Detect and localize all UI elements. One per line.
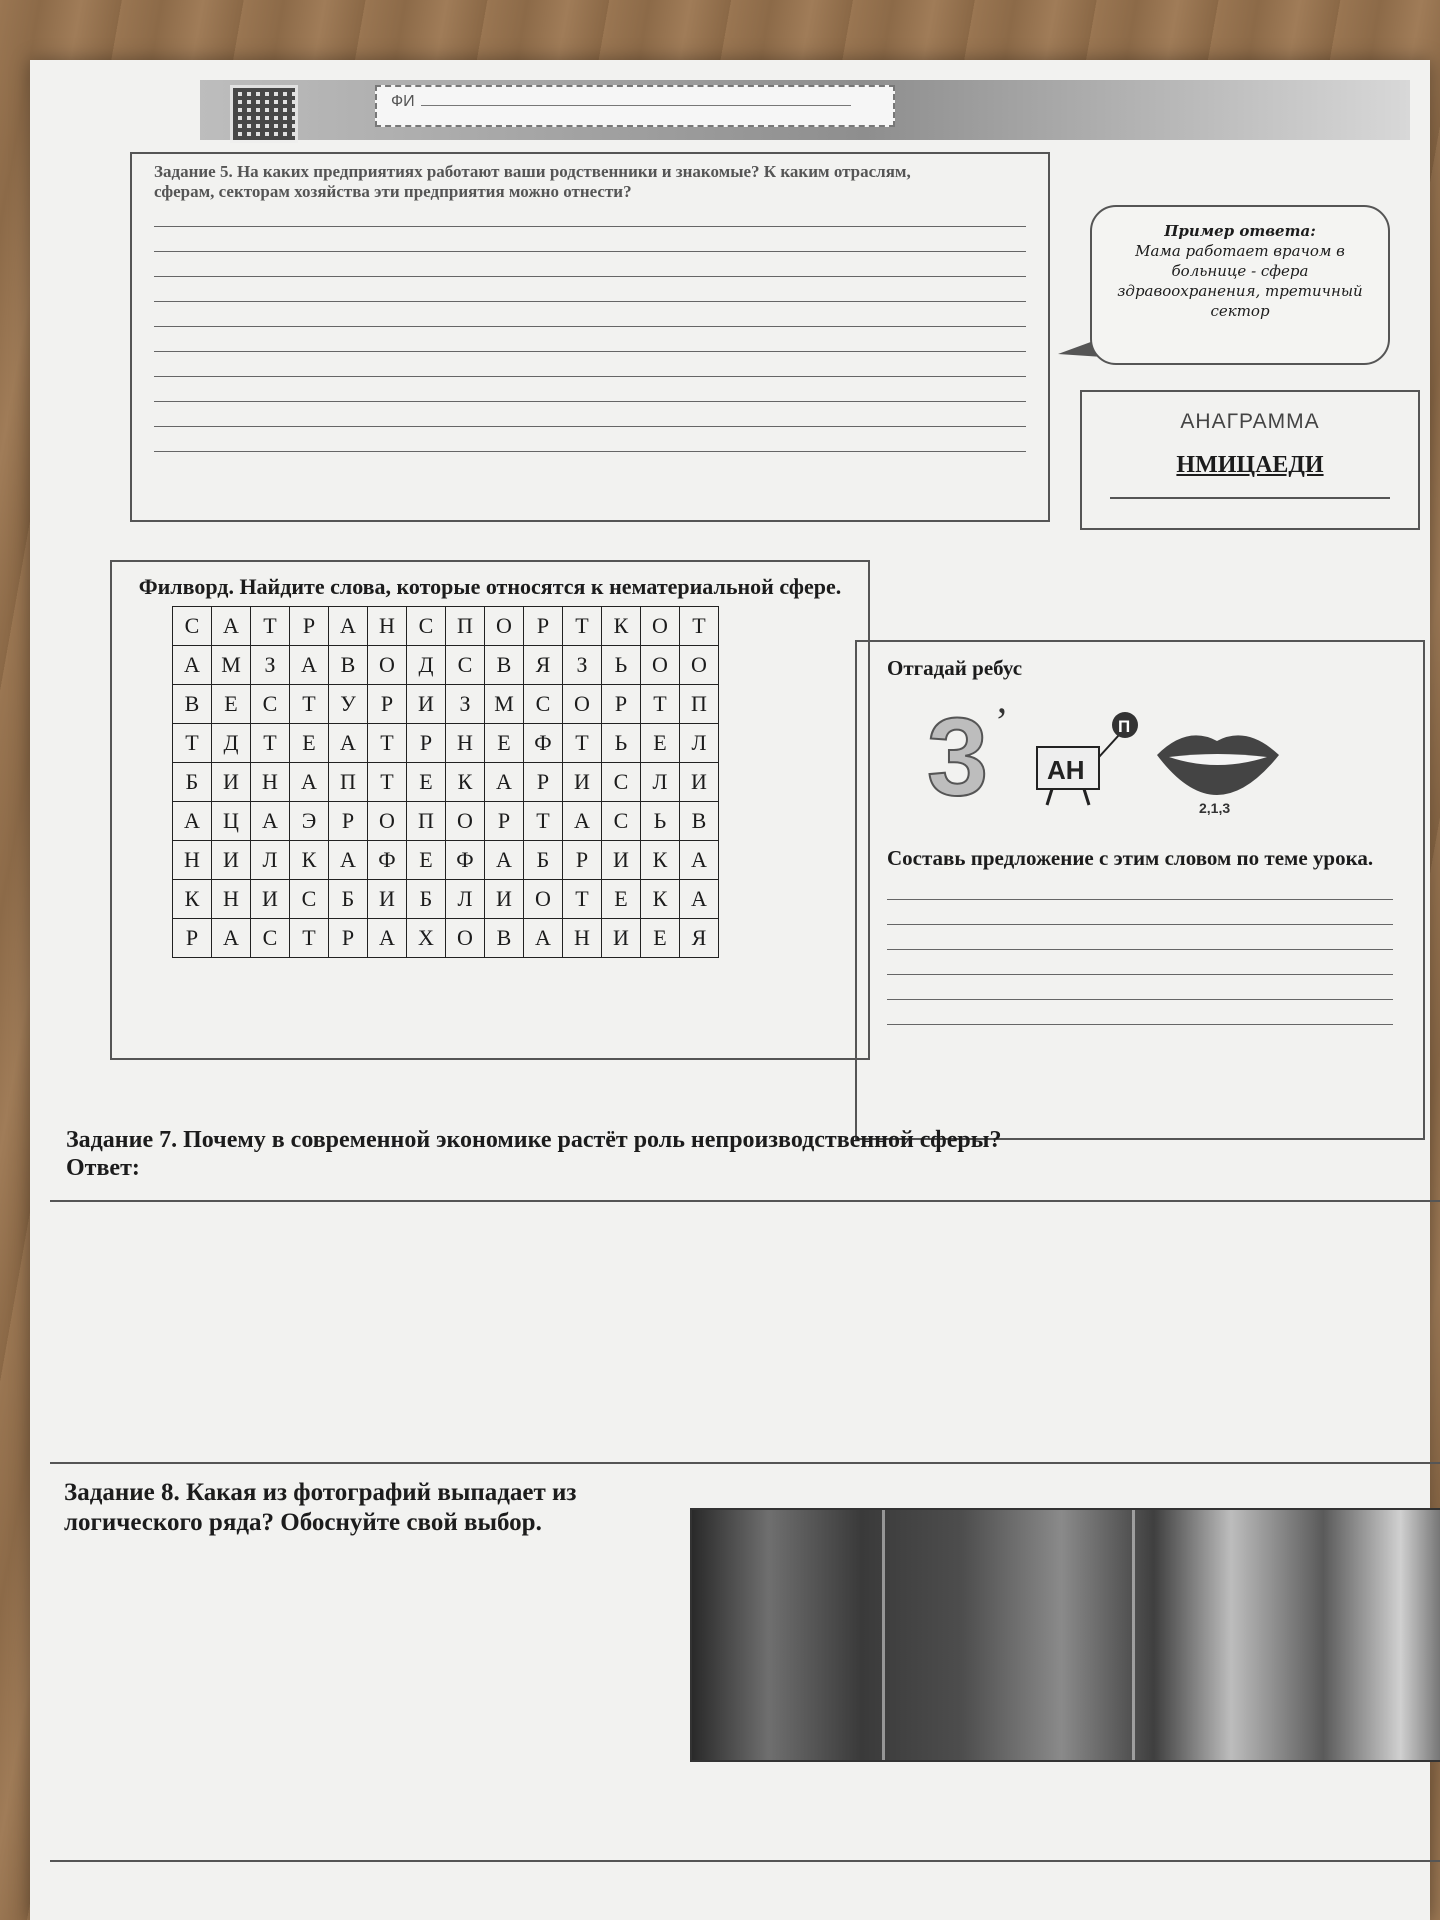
filword-cell[interactable]: З (446, 685, 485, 724)
filword-cell[interactable]: В (485, 919, 524, 958)
filword-cell[interactable]: Е (641, 919, 680, 958)
name-field[interactable] (375, 85, 895, 127)
worksheet-page (30, 60, 1430, 1920)
photo-strip (690, 1508, 1440, 1762)
filword-cell[interactable]: С (446, 646, 485, 685)
filword-cell[interactable]: З (563, 646, 602, 685)
rebus-order-hint: 2,1,3 (1199, 800, 1231, 815)
filword-cell[interactable]: Ь (641, 802, 680, 841)
filword-cell[interactable]: К (641, 841, 680, 880)
filword-cell[interactable]: Е (290, 724, 329, 763)
filword-cell[interactable]: Н (212, 880, 251, 919)
filword-cell[interactable]: О (680, 646, 719, 685)
filword-cell[interactable]: Н (446, 724, 485, 763)
filword-cell[interactable]: Х (407, 919, 446, 958)
filword-cell[interactable]: Л (680, 724, 719, 763)
task8-question: Задание 8. Какая из фотографий выпадает из логического ряда? Обоснуйте свой выбор. (64, 1479, 577, 1536)
task7-answer-area[interactable] (50, 1200, 1440, 1464)
rebus-box-character-icon (1037, 712, 1138, 805)
filword-cell[interactable]: О (563, 685, 602, 724)
anagram-word: НМИЦАЕДИ (1176, 452, 1324, 478)
task7-question: Задание 7. Почему в современной экономике растёт роль непроизводственной сферы? (66, 1127, 1002, 1153)
filword-cell[interactable]: С (251, 919, 290, 958)
filword-cell[interactable]: А (524, 919, 563, 958)
filword-cell[interactable]: А (680, 841, 719, 880)
filword-cell[interactable]: А (290, 763, 329, 802)
task5-answer-lines[interactable] (154, 202, 1026, 452)
filword-cell[interactable]: Ф (446, 841, 485, 880)
filword-cell[interactable]: И (212, 841, 251, 880)
filword-cell[interactable]: А (290, 646, 329, 685)
filword-cell[interactable]: Ф (368, 841, 407, 880)
filword-cell[interactable]: Д (212, 724, 251, 763)
filword-cell[interactable]: Р (329, 802, 368, 841)
filword-cell[interactable]: Б (329, 880, 368, 919)
filword-cell[interactable]: Н (368, 607, 407, 646)
filword-cell[interactable]: Р (407, 724, 446, 763)
rebus-box-text: АН (1047, 755, 1085, 785)
filword-cell[interactable]: Т (563, 724, 602, 763)
filword-cell[interactable]: Т (524, 802, 563, 841)
filword-cell[interactable]: Т (251, 607, 290, 646)
filword-cell[interactable]: Н (563, 919, 602, 958)
filword-cell[interactable]: М (485, 685, 524, 724)
filword-cell[interactable]: Т (173, 724, 212, 763)
filword-cell[interactable]: А (680, 880, 719, 919)
filword-cell[interactable]: А (485, 841, 524, 880)
bottom-rule (50, 1860, 1440, 1862)
filword-cell[interactable]: А (173, 802, 212, 841)
filword-row (173, 646, 719, 685)
filword-cell[interactable]: Л (251, 841, 290, 880)
example-text: Мама работает врачом в больнице - сфера здравоохранения, третичный сектор (1117, 242, 1363, 320)
filword-cell[interactable]: А (329, 607, 368, 646)
rebus-task: Составь предложение с этим словом по теме урока. (887, 846, 1374, 870)
filword-cell[interactable]: Т (680, 607, 719, 646)
filword-cell[interactable]: Ц (212, 802, 251, 841)
task5-block (130, 152, 1050, 522)
anagram-answer-line[interactable] (1110, 493, 1390, 499)
filword-row (173, 607, 719, 646)
filword-row (173, 763, 719, 802)
task7-block (50, 1120, 1440, 1480)
filword-cell[interactable]: К (290, 841, 329, 880)
filword-cell[interactable]: И (485, 880, 524, 919)
filword-cell[interactable]: В (485, 646, 524, 685)
filword-cell[interactable]: А (251, 802, 290, 841)
filword-cell[interactable]: С (290, 880, 329, 919)
lips-icon (1157, 735, 1279, 795)
filword-cell[interactable]: Т (641, 685, 680, 724)
filword-cell[interactable]: Р (368, 685, 407, 724)
photo-divider (882, 1510, 885, 1760)
filword-cell[interactable]: Ь (602, 724, 641, 763)
filword-cell[interactable]: Е (407, 841, 446, 880)
filword-cell[interactable]: И (368, 880, 407, 919)
filword-cell[interactable]: Т (368, 724, 407, 763)
filword-cell[interactable]: И (251, 880, 290, 919)
filword-cell[interactable]: А (563, 802, 602, 841)
filword-cell[interactable]: Р (173, 919, 212, 958)
filword-cell[interactable]: Н (173, 841, 212, 880)
filword-cell[interactable]: Р (524, 607, 563, 646)
filword-cell[interactable]: Н (251, 763, 290, 802)
filword-cell[interactable]: Р (290, 607, 329, 646)
rebus-pictures (887, 695, 1393, 815)
filword-row (173, 919, 719, 958)
filword-cell[interactable]: Б (173, 763, 212, 802)
filword-cell[interactable]: А (485, 763, 524, 802)
filword-row (173, 724, 719, 763)
rebus-svg (887, 695, 1307, 815)
rebus-apostrophe: ’ (995, 699, 1009, 744)
filword-cell[interactable]: Е (485, 724, 524, 763)
filword-cell[interactable]: Е (641, 724, 680, 763)
task7-answer-label: Ответ: (66, 1155, 140, 1181)
filword-cell[interactable]: Я (680, 919, 719, 958)
filword-cell[interactable]: Р (563, 841, 602, 880)
filword-cell[interactable]: М (212, 646, 251, 685)
qr-code-icon (230, 85, 298, 143)
anagram-block (1080, 390, 1420, 530)
filword-cell[interactable]: К (173, 880, 212, 919)
anagram-title: АНАГРАММА (1180, 410, 1320, 433)
filword-cell[interactable]: Т (290, 685, 329, 724)
filword-cell[interactable]: П (680, 685, 719, 724)
filword-cell[interactable]: С (524, 685, 563, 724)
filword-cell[interactable]: С (602, 802, 641, 841)
filword-cell[interactable]: О (524, 880, 563, 919)
filword-cell[interactable]: У (329, 685, 368, 724)
rebus-block (855, 640, 1425, 1140)
filword-cell[interactable]: Б (407, 880, 446, 919)
rebus-digit: 3 (927, 696, 989, 815)
filword-cell[interactable]: А (368, 919, 407, 958)
filword-row (173, 880, 719, 919)
filword-cell[interactable]: Р (485, 802, 524, 841)
filword-cell[interactable]: Т (368, 763, 407, 802)
name-field-line (421, 105, 851, 106)
filword-cell[interactable]: О (368, 802, 407, 841)
filword-cell[interactable]: Ь (602, 646, 641, 685)
example-speech-bubble (1090, 205, 1390, 365)
filword-cell[interactable]: К (602, 607, 641, 646)
rebus-flag-letter: П (1118, 717, 1131, 736)
filword-cell[interactable]: А (212, 607, 251, 646)
example-title: Пример ответа: (1164, 222, 1316, 240)
task5-question: Задание 5. На каких предприятиях работают ваши родственники и знакомые? К каким отраслям, сферам, секторам хозяйства эти предприятия можно отнести? (154, 162, 911, 201)
filword-cell[interactable]: И (602, 841, 641, 880)
filword-cell[interactable]: Т (563, 607, 602, 646)
filword-cell[interactable]: Р (524, 763, 563, 802)
filword-cell[interactable]: О (485, 607, 524, 646)
filword-cell[interactable]: А (329, 841, 368, 880)
filword-cell[interactable]: Я (524, 646, 563, 685)
filword-cell[interactable]: В (680, 802, 719, 841)
filword-title: Филворд. Найдите слова, которые относятся к нематериальной сфере. (138, 574, 842, 599)
filword-cell[interactable]: Ф (524, 724, 563, 763)
filword-row (173, 841, 719, 880)
filword-cell[interactable]: И (563, 763, 602, 802)
filword-cell[interactable]: И (407, 685, 446, 724)
filword-cell[interactable]: О (368, 646, 407, 685)
filword-row (173, 685, 719, 724)
filword-cell[interactable]: И (602, 919, 641, 958)
filword-cell[interactable]: Е (407, 763, 446, 802)
filword-cell[interactable]: Б (524, 841, 563, 880)
filword-cell[interactable]: Т (251, 724, 290, 763)
filword-cell[interactable]: О (641, 646, 680, 685)
filword-row (173, 802, 719, 841)
filword-cell[interactable]: Л (641, 763, 680, 802)
filword-cell[interactable]: Д (407, 646, 446, 685)
filword-cell[interactable]: О (641, 607, 680, 646)
filword-cell[interactable]: С (602, 763, 641, 802)
filword-cell[interactable]: Е (212, 685, 251, 724)
rebus-answer-lines[interactable] (887, 875, 1393, 1025)
filword-cell[interactable]: О (446, 919, 485, 958)
filword-cell[interactable]: И (680, 763, 719, 802)
filword-cell[interactable]: Т (290, 919, 329, 958)
filword-cell[interactable]: А (212, 919, 251, 958)
filword-cell[interactable]: З (251, 646, 290, 685)
filword-cell[interactable]: С (407, 607, 446, 646)
filword-cell[interactable]: Р (329, 919, 368, 958)
filword-cell[interactable]: А (173, 646, 212, 685)
task8-block (50, 1460, 1440, 1860)
filword-cell[interactable]: Е (602, 880, 641, 919)
rebus-title: Отгадай ребус (887, 656, 1023, 680)
filword-grid[interactable] (172, 606, 719, 958)
filword-cell[interactable]: Р (602, 685, 641, 724)
filword-cell[interactable]: К (641, 880, 680, 919)
filword-cell[interactable]: И (212, 763, 251, 802)
filword-cell[interactable]: С (173, 607, 212, 646)
filword-block (110, 560, 870, 1060)
filword-cell[interactable]: Т (563, 880, 602, 919)
filword-cell[interactable]: В (173, 685, 212, 724)
photo-divider (1132, 1510, 1135, 1760)
filword-cell[interactable]: О (446, 802, 485, 841)
filword-cell[interactable]: П (407, 802, 446, 841)
filword-cell[interactable]: П (446, 607, 485, 646)
filword-cell[interactable]: А (329, 724, 368, 763)
filword-cell[interactable]: К (446, 763, 485, 802)
filword-cell[interactable]: П (329, 763, 368, 802)
filword-cell[interactable]: С (251, 685, 290, 724)
filword-cell[interactable]: Э (290, 802, 329, 841)
filword-cell[interactable]: В (329, 646, 368, 685)
filword-cell[interactable]: Л (446, 880, 485, 919)
name-field-label: ФИ (391, 93, 415, 110)
